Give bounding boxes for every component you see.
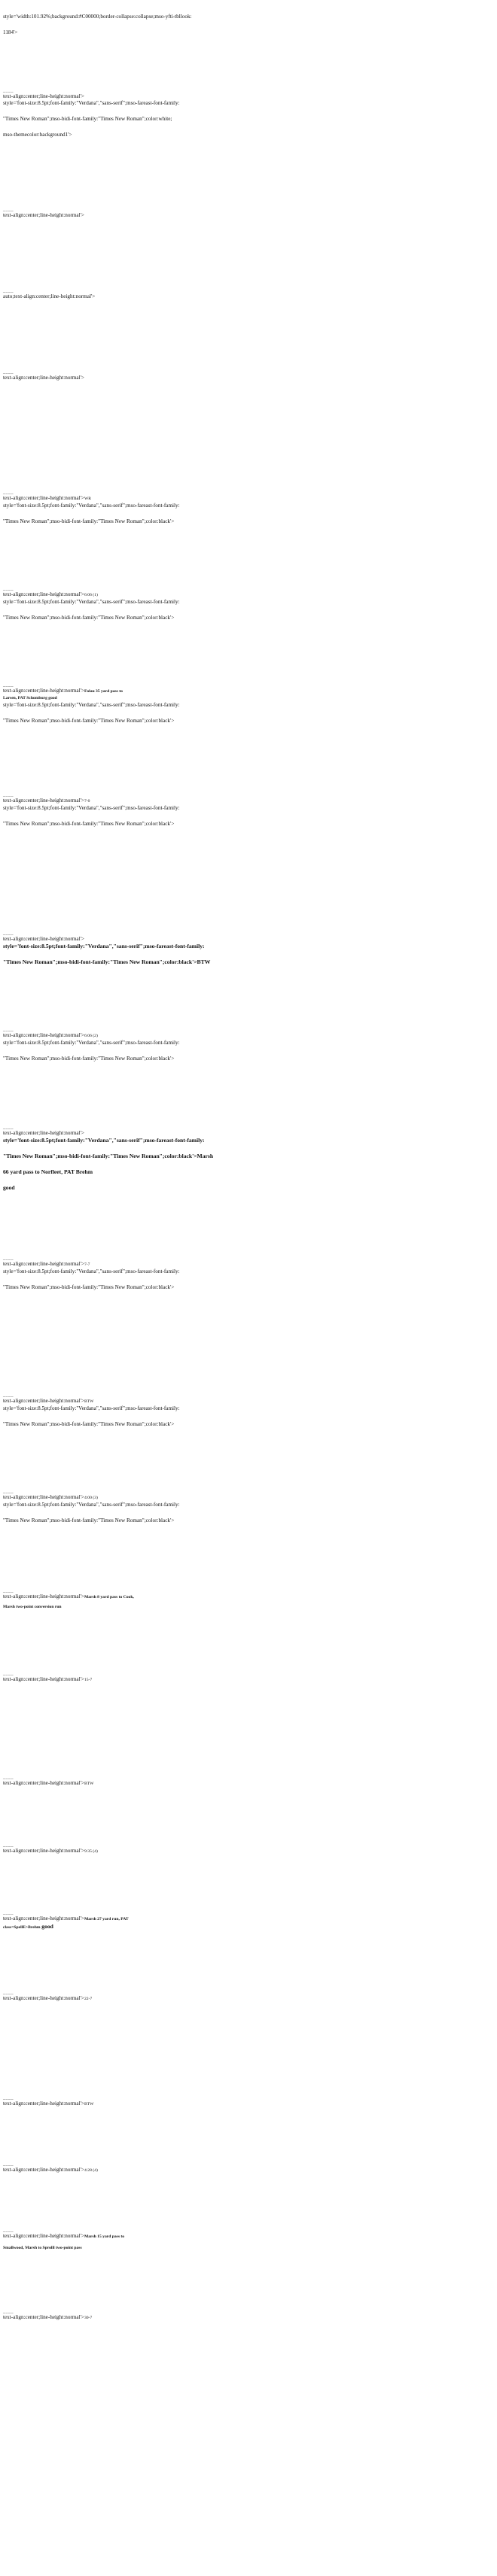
play-description: Larsen, PAT Schomburg good	[3, 696, 57, 700]
separator: ____	[3, 2228, 14, 2233]
source-line: "Times New Roman";mso-bidi-font-family:"Times New Roman";color:black'>	[3, 1284, 175, 1290]
source-block	[3, 89, 494, 138]
source-line: text-align:center;line-height:normal'>15-7	[3, 1676, 93, 1682]
source-line-bold: style='font-size:8.5pt;font-family:"Verdana","sans-serif";mso-fareast-font-family:	[3, 1137, 205, 1144]
source-line: text-align:center;line-height:normal'>	[3, 212, 84, 218]
separator: ____	[3, 491, 14, 495]
source-line: "Times New Roman";mso-bidi-font-family:"Times New Roman";color:black'>	[3, 718, 175, 724]
separator: ____	[3, 289, 14, 293]
separator: ____	[3, 1490, 14, 1494]
source-line: "Times New Roman";mso-bidi-font-family:"Times New Roman";color:black'>	[3, 615, 175, 621]
score-tag: BTW	[84, 1782, 94, 1786]
separator: ____	[3, 1256, 14, 1261]
play-description: Marsh 8 yard pass to Cook,	[84, 1595, 134, 1599]
separator: ____	[3, 1125, 14, 1130]
source-block	[3, 1843, 494, 1855]
source-line: class=SpellE>Brehm good	[3, 1923, 53, 1930]
source-line: text-align:center;line-height:normal'>	[3, 1130, 84, 1136]
source-line: style='font-size:8.5pt;font-family:"Verdana","sans-serif";mso-fareast-font-family:	[3, 1405, 180, 1411]
source-block	[3, 289, 494, 300]
score-tag: 22-7	[84, 1997, 93, 2001]
source-block	[3, 1393, 494, 1428]
separator: ____	[3, 587, 14, 591]
source-line: text-align:center;line-height:normal'>7-0	[3, 797, 90, 803]
source-block	[3, 1490, 494, 1524]
source-line: style='font-size:8.5pt;font-family:"Verdana","sans-serif";mso-fareast-font-family:	[3, 805, 180, 811]
source-block	[3, 1776, 494, 1788]
source-line: text-align:center;line-height:normal'>22-7	[3, 1995, 93, 2001]
source-line: style='font-size:8.5pt;font-family:"Verdana","sans-serif";mso-fareast-font-family:	[3, 1040, 180, 1046]
separator: ____	[3, 1393, 14, 1398]
source-block	[3, 1028, 494, 1062]
source-line: text-align:center;line-height:normal'>BTW	[3, 1780, 94, 1786]
score-tag: 6:06 (1)	[84, 593, 98, 597]
play-result: good	[41, 1923, 53, 1930]
source-line: style='font-size:8.5pt;font-family:"Verdana","sans-serif";mso-fareast-font-family:	[3, 100, 180, 106]
source-line: style='font-size:8.5pt;font-family:"Verdana","sans-serif";mso-fareast-font-family:	[3, 1268, 180, 1274]
score-tag: 9:35 (4)	[84, 1849, 98, 1854]
source-line: mso-themecolor:background1'>	[3, 132, 72, 138]
separator: ____	[3, 208, 14, 212]
source-block	[3, 1991, 494, 2003]
source-line-bold: style='font-size:8.5pt;font-family:"Verdana","sans-serif";mso-fareast-font-family:	[3, 943, 205, 949]
source-line: style='font-size:8.5pt;font-family:"Verdana","sans-serif";mso-fareast-font-family:	[3, 702, 180, 708]
source-block	[3, 1256, 494, 1291]
separator: ____	[3, 2310, 14, 2314]
score-tag: 7-7	[84, 1262, 90, 1267]
score-tag: BTW	[84, 2102, 94, 2107]
separator: ____	[3, 793, 14, 797]
source-block	[3, 491, 494, 525]
play-description: Marsh 27 yard run, PAT	[84, 1917, 129, 1921]
source-block	[3, 683, 494, 724]
separator: ____	[3, 370, 14, 375]
score-tag: WR	[84, 497, 91, 501]
source-line: "Times New Roman";mso-bidi-font-family:"Times New Roman";color:black'>	[3, 1056, 175, 1062]
source-line-bold: "Times New Roman";mso-bidi-font-family:"Times New Roman";color:black'>Marsh	[3, 1153, 214, 1159]
source-block	[3, 2096, 494, 2108]
source-line: text-align:center;line-height:normal'>7-7	[3, 1261, 90, 1267]
play-description: Smallwood, Marsh to Sprolll two-point pass	[3, 2246, 82, 2250]
separator: ____	[3, 683, 14, 688]
source-line: text-align:center;line-height:normal'>BTW	[3, 1398, 94, 1404]
source-line: style='font-size:8.5pt;font-family:"Verdana","sans-serif";mso-fareast-font-family:	[3, 1502, 180, 1508]
source-block	[3, 2228, 494, 2252]
score-tag: 30-7	[84, 2316, 93, 2320]
source-line: "Times New Roman";mso-bidi-font-family:"Times New Roman";color:black'>	[3, 518, 175, 524]
source-line: "Times New Roman";mso-bidi-font-family:"Times New Roman";color:black'>	[3, 1517, 175, 1523]
separator: ____	[3, 1991, 14, 1995]
header-line: style='width:101.92%;background:#C00000;border-collapse:collapse;mso-yfti-tbllook:	[3, 14, 192, 20]
source-line: "Times New Roman";mso-bidi-font-family:"Times New Roman";color:black'>	[3, 1421, 175, 1427]
source-line: text-align:center;line-height:normal'>6:06 (2)	[3, 1032, 98, 1038]
source-line: auto;text-align:center;line-height:normal'>	[3, 293, 96, 299]
source-line: text-align:center;line-height:normal'>Marsh 27 yard run, PAT	[3, 1915, 129, 1921]
play-description: Marsh 15 yard pass to	[84, 2234, 125, 2239]
source-block	[3, 587, 494, 621]
separator: ____	[3, 2162, 14, 2167]
header-line: 1184'>	[3, 29, 18, 35]
source-line: text-align:center;line-height:normal'>4:28 (4)	[3, 2167, 98, 2173]
source-block	[3, 1672, 494, 1684]
source-line: text-align:center;line-height:normal'>Folau 35 yard pass to	[3, 688, 123, 694]
header-source-text	[3, 14, 494, 36]
score-tag: 6:06 (2)	[84, 1034, 98, 1038]
source-line: text-align:center;line-height:normal'>BTW	[3, 2101, 94, 2107]
separator: ____	[3, 1843, 14, 1848]
source-block	[3, 2162, 494, 2174]
source-line: text-align:center;line-height:normal'>6:06 (1)	[3, 591, 98, 597]
source-block	[3, 1125, 494, 1191]
source-line: "Times New Roman";mso-bidi-font-family:"Times New Roman";color:black'>	[3, 821, 175, 827]
separator: ____	[3, 89, 14, 93]
play-description: good	[3, 1184, 15, 1191]
score-tag: BTW	[84, 1399, 94, 1404]
source-line: text-align:center;line-height:normal'>4:00 (3)	[3, 1494, 98, 1500]
source-block	[3, 931, 494, 965]
play-description: Folau 35 yard pass to	[84, 689, 123, 694]
play-description: 66 yard pass to Norfleet, PAT Brehm	[3, 1168, 93, 1175]
source-line: text-align:center;line-height:normal'>Marsh 8 yard pass to Cook,	[3, 1593, 134, 1599]
separator: ____	[3, 1776, 14, 1780]
source-block	[3, 2310, 494, 2322]
separator: ____	[3, 1672, 14, 1676]
score-tag: 7-0	[84, 799, 90, 803]
separator: ____	[3, 1028, 14, 1032]
source-block	[3, 370, 494, 381]
source-block	[3, 1589, 494, 1611]
source-line: text-align:center;line-height:normal'>	[3, 375, 84, 381]
source-line: "Times New Roman";mso-bidi-font-family:"Times New Roman";color:white;	[3, 116, 172, 122]
separator: ____	[3, 1589, 14, 1593]
source-block	[3, 208, 494, 219]
score-tag: 15-7	[84, 1678, 93, 1682]
source-line: text-align:center;line-height:normal'>	[3, 936, 84, 942]
separator: ____	[3, 1911, 14, 1915]
source-line: text-align:center;line-height:normal'>	[3, 93, 84, 99]
source-line: style='font-size:8.5pt;font-family:"Verdana","sans-serif";mso-fareast-font-family:	[3, 599, 180, 605]
source-line-bold: "Times New Roman";mso-bidi-font-family:"Times New Roman";color:black'>BTW	[3, 958, 211, 965]
source-line: text-align:center;line-height:normal'>30-7	[3, 2314, 93, 2320]
play-description: Marsh two-point conversion run	[3, 1605, 62, 1609]
source-line: style='font-size:8.5pt;font-family:"Verdana","sans-serif";mso-fareast-font-family:	[3, 503, 180, 509]
source-block	[3, 793, 494, 828]
source-block	[3, 1911, 494, 1931]
score-tag: 4:28 (4)	[84, 2168, 98, 2173]
separator: ____	[3, 2096, 14, 2101]
source-line: text-align:center;line-height:normal'>WR	[3, 495, 91, 501]
separator: ____	[3, 931, 14, 936]
source-line: text-align:center;line-height:normal'>Marsh 15 yard pass to	[3, 2233, 125, 2239]
score-tag: 4:00 (3)	[84, 1496, 98, 1500]
source-line: text-align:center;line-height:normal'>9:35 (4)	[3, 1848, 98, 1854]
